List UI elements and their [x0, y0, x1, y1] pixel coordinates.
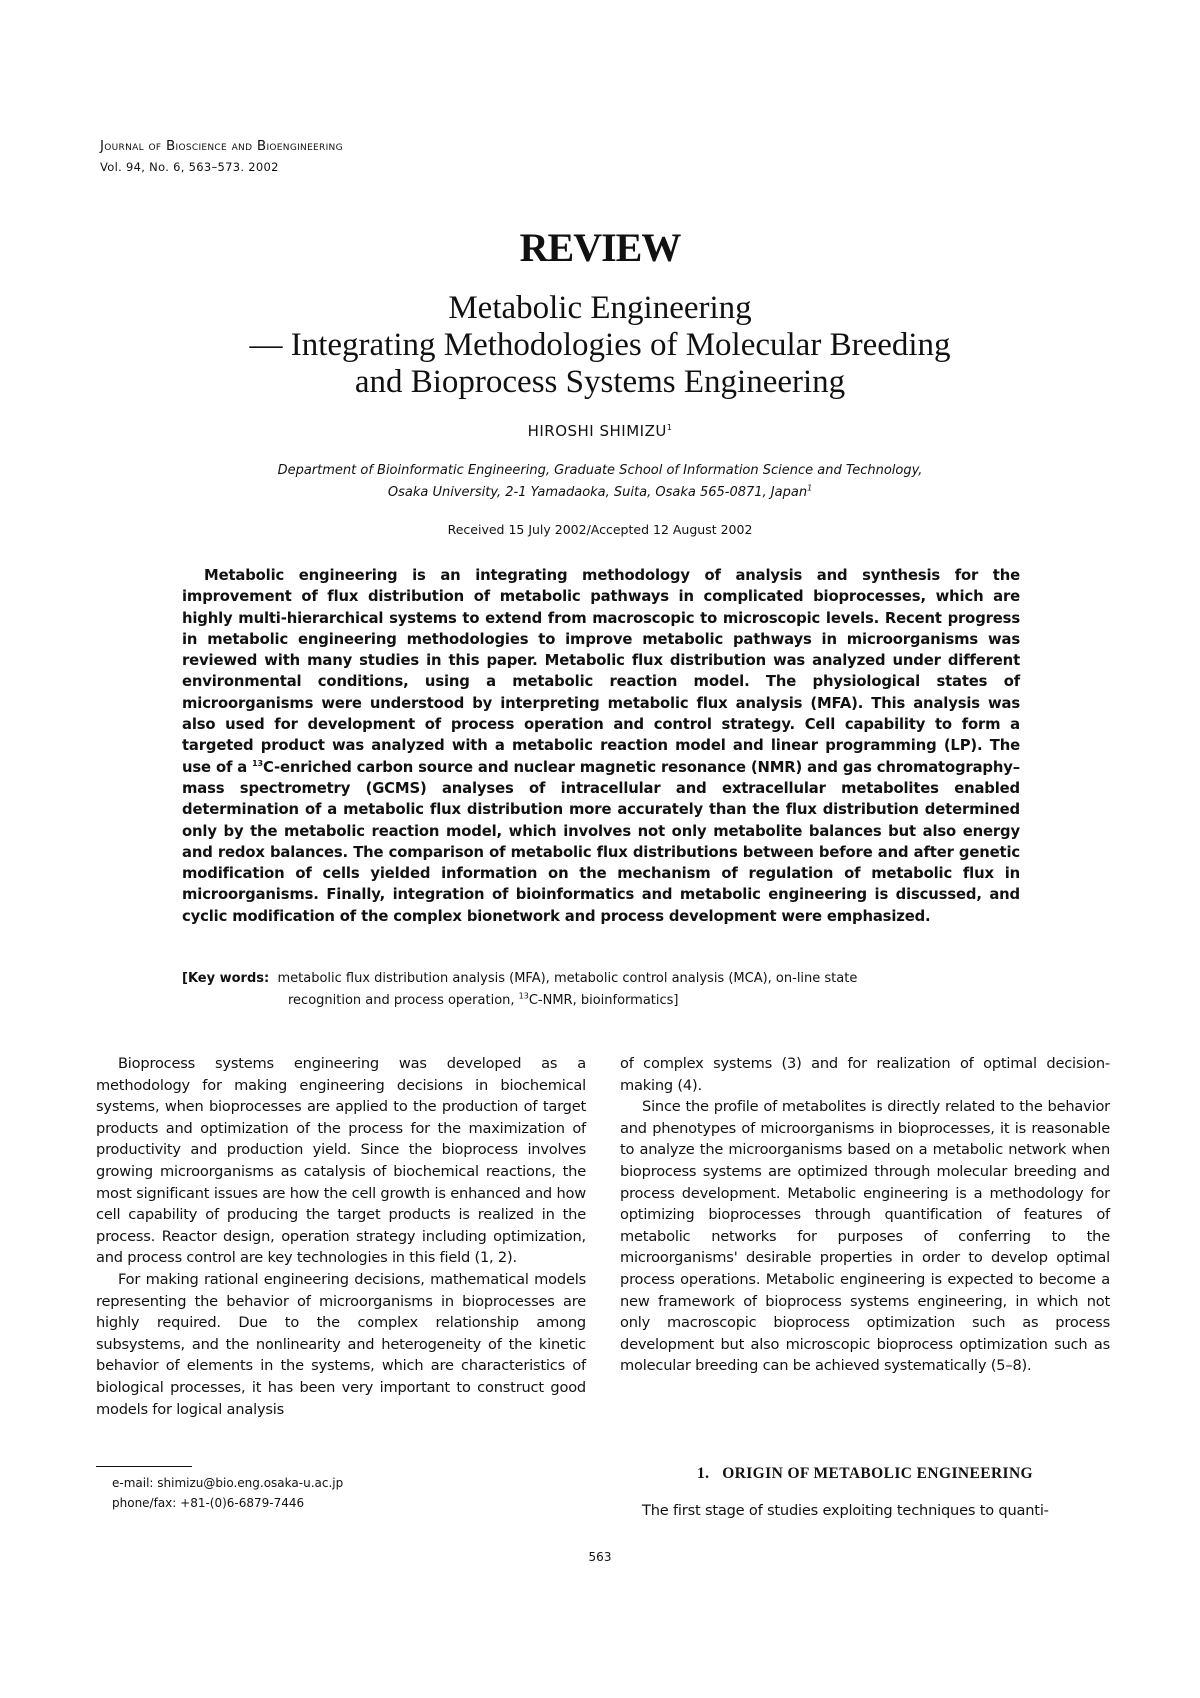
keywords-text: metabolic flux distribution analysis (MFA), metabolic control analysis (MCA), on-line state	[277, 971, 858, 986]
body-column-left	[96, 1053, 586, 1420]
journal-name: Journal of Bioscience and Bioengineering	[100, 138, 343, 154]
affiliation	[0, 460, 1200, 504]
journal-header	[100, 136, 343, 178]
paragraph: Since the profile of metabolites is directly related to the behavior and phenotypes of microorganisms in bioprocesses, it is reasonable to analyze the microorganisms based on a metabolic network when bioprocess systems are optimized through molecular breeding and process development. Metabolic engineering is a methodology for optimizing bioprocesses through quantification of features of metabolic networks for purposes of conferring to the microorganisms' desirable properties in order to develop optimal process operations. Metabolic engineering is expected to become a new framework of bioprocess systems engineering, in which not only macroscopic bioprocess optimization such as process development but also microscopic bioprocess optimization such as molecular breeding can be achieved systematically (5–8).	[620, 1098, 1110, 1375]
abstract-part: C-enriched carbon source and nuclear magnetic resonance (NMR) and gas chromatography–mass spectrometry (GCMS) analyses of intracellular and extracellular metabolites enabled determination of a metabolic flux distribution more accurately than the flux distribution determined only by the metabolic reaction model, which involves not only metabolite balances but also energy and redox balances. The comparison of metabolic flux distributions between before and after genetic modification of cells yielded information on the mechanism of regulation of metabolic flux in microorganisms. Finally, integration of bioinformatics and metabolic engineering is discussed, and cyclic modification of the complex bionetwork and process development were emphasized.	[182, 758, 1020, 925]
received-dates: Received 15 July 2002/Accepted 12 August 2002	[447, 522, 753, 537]
footnote	[112, 1473, 343, 1513]
author-name: HIROSHI SHIMIZU	[527, 422, 667, 440]
abstract-text	[182, 565, 1020, 927]
footnote-email: e-mail: shimizu@bio.eng.osaka-u.ac.jp	[112, 1476, 344, 1490]
author	[0, 422, 1200, 440]
keywords	[182, 968, 1020, 1012]
author-mark: 1	[666, 423, 673, 432]
affiliation-mark: 1	[807, 483, 813, 493]
journal-citation: Vol. 94, No. 6, 563–573. 2002	[100, 160, 279, 174]
keywords-line	[182, 990, 1020, 1012]
keywords-text: C-NMR, bioinformatics]	[528, 993, 679, 1008]
title-line: and Bioprocess Systems Engineering	[354, 364, 846, 400]
title-line: — Integrating Methodologies of Molecular Breeding	[249, 327, 951, 363]
article-type: REVIEW	[519, 225, 681, 270]
title-line: Metabolic Engineering	[448, 290, 752, 326]
affiliation-text: Osaka University, 2-1 Yamadaoka, Suita, Osaka 565-0871, Japan	[387, 485, 808, 500]
keywords-label: [Key words:	[182, 971, 270, 986]
keywords-line	[182, 968, 1020, 990]
abstract	[182, 565, 1020, 927]
isotope-mark: 13	[252, 758, 263, 768]
abstract-part: Metabolic engineering is an integrating methodology of analysis and synthesis for the improvement of flux distribution of metabolic pathways in complicated bioprocesses, which are highly multi-hierarchical systems to extend from macroscopic to microscopic levels. Recent progress in metabolic engineering methodologies to improve metabolic pathways in microorganisms was reviewed with many studies in this paper. Metabolic flux distribution was analyzed under different environmental conditions, using a metabolic reaction model. The physiological states of microorganisms were understood by interpreting metabolic flux analysis (MFA). This analysis was also used for development of process operation and control strategy. Cell capability to form a targeted product was analyzed with a metabolic reaction model and linear programming (LP). The use of a	[182, 567, 1020, 776]
keywords-text: recognition and process operation,	[288, 993, 519, 1008]
footnote-divider	[96, 1466, 192, 1467]
footnote-phone: phone/fax: +81-(0)6-6879-7446	[112, 1496, 305, 1510]
paragraph: of complex systems (3) and for realization of optimal decision-making (4).	[620, 1055, 1110, 1094]
paragraph: Bioprocess systems engineering was developed as a methodology for making engineering decisions in biochemical systems, when bioprocesses are applied to the production of target products and optimization of the process for the maximization of productivity and production yield. Since the bioprocess involves growing microorganisms as catalysis of biochemical reactions, the most significant issues are how the cell growth is enhanced and how cell capability of producing the target products is realized in the process. Reactor design, operation strategy including optimization, and process control are key technologies in this field (1, 2).	[96, 1055, 586, 1267]
paragraph: For making rational engineering decisions, mathematical models representing the behavior of microorganisms in bioprocesses are highly required. Due to the complex relationship among subsystems, and the nonlinearity and heterogeneity of the kinetic behavior of elements in the systems, which are characteristics of biological processes, it has been very important to construct good models for logical analysis	[96, 1270, 586, 1418]
page-number: 563	[588, 1550, 612, 1564]
body-column-right	[620, 1053, 1110, 1377]
isotope-mark: 13	[518, 991, 529, 1001]
section-heading: 1. ORIGIN OF METABOLIC ENGINEERING	[696, 1465, 1034, 1482]
article-title	[0, 290, 1200, 401]
affiliation-line: Department of Bioinformatic Engineering, Graduate School of Information Science and Technology,	[277, 463, 923, 478]
section-first-line: The first stage of studies exploiting techniques to quanti-	[642, 1502, 1049, 1519]
affiliation-line	[0, 482, 1200, 504]
